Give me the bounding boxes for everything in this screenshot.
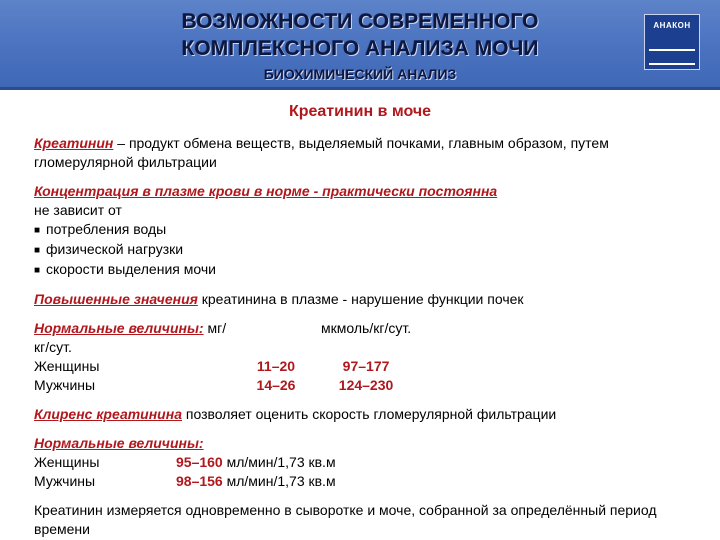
- slide-header: [0, 0, 720, 90]
- definition-term: Креатинин: [34, 135, 114, 151]
- clearance-term: Клиренс креатинина: [34, 406, 182, 422]
- table-row: Женщины 11–20 97–177: [34, 358, 390, 374]
- subtitle: БИОХИМИЧЕСКИЙ АНАЛИЗ: [263, 66, 457, 82]
- list-item: ■ потребления воды: [34, 220, 694, 240]
- definition-text: – продукт обмена веществ, выделяемый почками, главным образом, путем гломерулярной фильтрации: [34, 135, 609, 170]
- clearance-paragraph: Клиренс креатинина позволяет оценить скорость гломерулярной фильтрации: [34, 406, 557, 422]
- table-row: Мужчины 14–26 124–230: [34, 377, 394, 393]
- list-item: ■ физической нагрузки: [34, 240, 694, 260]
- title-line-1: ВОЗМОЖНОСТИ СОВРЕМЕННОГО: [181, 10, 539, 33]
- normal-values-label: Нормальные величины:: [34, 320, 204, 336]
- definition-paragraph: [34, 134, 694, 172]
- company-logo: [644, 14, 700, 70]
- section-title: Креатинин в моче: [288, 103, 432, 120]
- square-bullet-icon: ■: [34, 265, 41, 276]
- logo-text: АНАКОН: [653, 21, 691, 30]
- title-line-2: КОМПЛЕКСНОГО АНАЛИЗА МОЧИ: [181, 37, 539, 60]
- concentration-intro: не зависит от: [34, 202, 122, 218]
- normal-values-table-2: [34, 434, 336, 491]
- square-bullet-icon: ■: [34, 245, 41, 256]
- square-bullet-icon: ■: [34, 225, 41, 236]
- content-body: [34, 134, 694, 539]
- footer-paragraph: Креатинин измеряется одновременно в сыворотке и моче, собранной за определённый период времени: [34, 502, 657, 537]
- concentration-heading: Концентрация в плазме крови в норме - практически постоянна: [34, 183, 498, 199]
- table-row: Женщины 95–160 мл/мин/1,73 кв.м: [34, 454, 336, 470]
- normal-values-table-1: Нормальные величины: мг/кг/сут. мкмоль/кг/сут. Женщины 11–20 97–177 Мужчины 14–26 124–230: [34, 320, 412, 393]
- elevated-paragraph: Повышенные значения креатинина в плазме - нарушение функции почек: [34, 291, 524, 307]
- table-row: Мужчины 98–156 мл/мин/1,73 кв.м: [34, 473, 336, 489]
- elevated-term: Повышенные значения: [34, 291, 198, 307]
- logo-stripes-icon: [649, 49, 695, 65]
- normal-values-label: Нормальные величины:: [34, 435, 204, 451]
- list-item: ■ скорости выделения мочи: [34, 260, 694, 280]
